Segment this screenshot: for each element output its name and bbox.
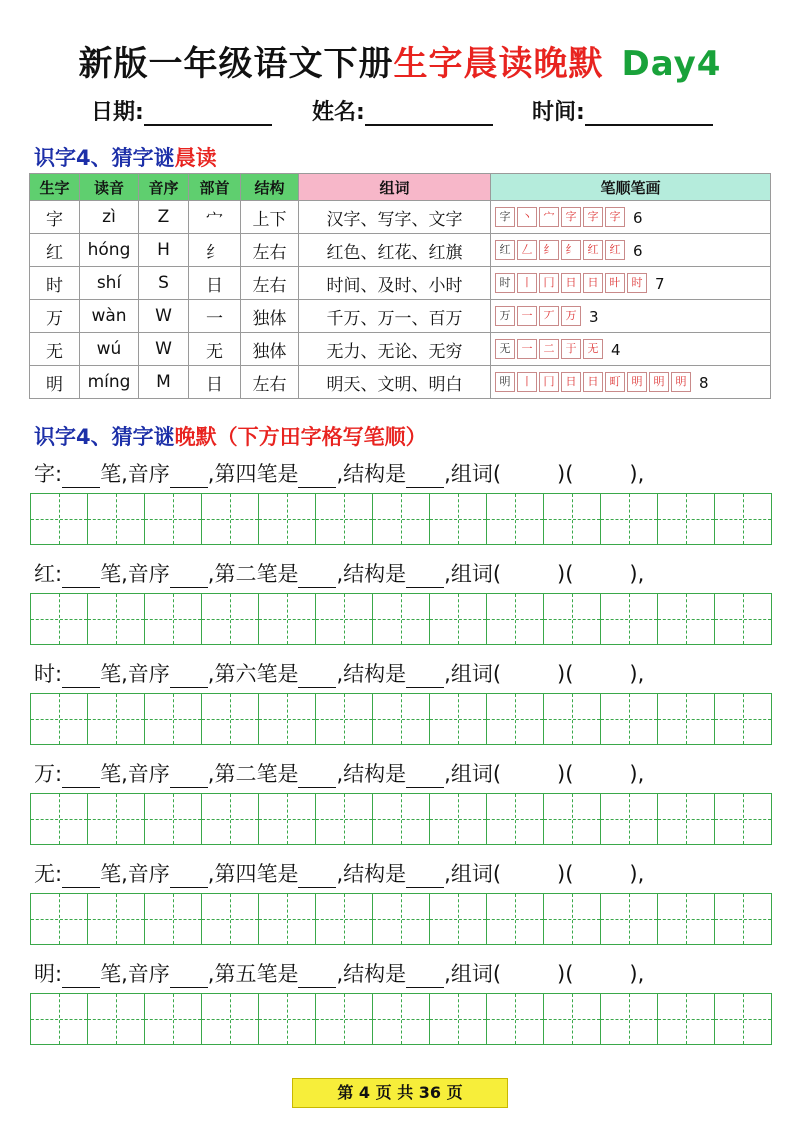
title-part1: 新版一年级语文下册 xyxy=(78,44,394,84)
label: , xyxy=(207,862,215,886)
title-part2: 生字晨读晚默 xyxy=(393,44,604,84)
tianzige-cell[interactable] xyxy=(88,594,145,644)
tianzige-cell[interactable] xyxy=(31,694,88,744)
pinyin-cell: hóng xyxy=(80,234,139,267)
tianzige-cell[interactable] xyxy=(487,794,544,844)
question-line xyxy=(34,758,644,788)
stroke-step: 字 xyxy=(605,207,625,227)
page-number: 第 4 页 共 36 页 xyxy=(292,1078,508,1108)
label: 笔, xyxy=(100,662,128,686)
tianzige-cell[interactable] xyxy=(202,694,259,744)
pinyin-cell: wú xyxy=(80,333,139,366)
header-cell: 组词 xyxy=(299,174,491,201)
stroke-count: 7 xyxy=(655,275,665,293)
letter-cell: M xyxy=(139,366,189,399)
words-cell: 红色、红花、红旗 xyxy=(299,234,491,267)
tianzige-cell[interactable] xyxy=(259,594,316,644)
tianzige-cell[interactable] xyxy=(373,694,430,744)
stroke-step: 丨 xyxy=(517,372,537,392)
tianzige-cell[interactable] xyxy=(430,994,487,1044)
structure-blank[interactable] xyxy=(406,769,444,788)
stroke-count-blank[interactable] xyxy=(62,669,100,688)
tianzige-cell[interactable] xyxy=(373,794,430,844)
label: , xyxy=(444,762,451,786)
stroke-order-cell xyxy=(491,267,771,300)
question-char: 时 xyxy=(34,662,55,686)
label: : xyxy=(55,762,63,786)
label: : xyxy=(55,462,63,486)
tianzige-cell[interactable] xyxy=(658,994,715,1044)
title-day: Day4 xyxy=(621,44,722,84)
stroke-step: 一 xyxy=(517,306,537,326)
stroke-step: 时 xyxy=(627,273,647,293)
label: 音序 xyxy=(127,962,170,986)
letter-cell: Z xyxy=(139,201,189,234)
label: 结构是 xyxy=(343,962,407,986)
label: 第二笔是 xyxy=(214,762,299,786)
stroke-step: 日 xyxy=(561,372,581,392)
tianzige-cell[interactable] xyxy=(715,694,771,744)
label: , xyxy=(336,962,344,986)
tianzige-cell[interactable] xyxy=(202,494,259,544)
label: 结构是 xyxy=(343,862,407,886)
table-row xyxy=(30,366,771,399)
char-cell: 无 xyxy=(30,333,80,366)
label: 笔, xyxy=(100,862,128,886)
structure-blank[interactable] xyxy=(406,869,444,888)
tianzige-grid[interactable] xyxy=(30,693,772,745)
structure-cell: 上下 xyxy=(241,201,299,234)
stroke-order-cell xyxy=(491,234,771,267)
tianzige-cell[interactable] xyxy=(202,994,259,1044)
tianzige-cell[interactable] xyxy=(715,894,771,944)
stroke-step: 丆 xyxy=(539,306,559,326)
label: 第五笔是 xyxy=(214,962,299,986)
tianzige-cell[interactable] xyxy=(145,594,202,644)
letter-blank[interactable] xyxy=(170,569,208,588)
label: 组词( xyxy=(450,962,502,986)
stroke-step: 字 xyxy=(495,207,515,227)
tianzige-cell[interactable] xyxy=(544,794,601,844)
tianzige-cell[interactable] xyxy=(715,794,771,844)
label: ), xyxy=(629,462,645,486)
label: , xyxy=(336,462,344,486)
structure-blank[interactable] xyxy=(406,969,444,988)
stroke-step: 一 xyxy=(517,339,537,359)
tianzige-cell[interactable] xyxy=(31,994,88,1044)
stroke-blank[interactable] xyxy=(298,769,336,788)
label: 音序 xyxy=(127,762,170,786)
label: , xyxy=(207,762,215,786)
structure-blank[interactable] xyxy=(406,569,444,588)
date-field[interactable]: 日期: xyxy=(91,95,272,126)
stroke-step: 明 xyxy=(649,372,669,392)
tianzige-cell[interactable] xyxy=(715,594,771,644)
stroke-step: 万 xyxy=(495,306,515,326)
stroke-step: 时 xyxy=(495,273,515,293)
label: , xyxy=(336,862,344,886)
structure-cell: 左右 xyxy=(241,234,299,267)
label: , xyxy=(444,662,451,686)
stroke-order-cell xyxy=(491,333,771,366)
radical-cell: 一 xyxy=(189,300,241,333)
stroke-blank[interactable] xyxy=(298,669,336,688)
table-row xyxy=(30,267,771,300)
tianzige-cell[interactable] xyxy=(487,494,544,544)
tianzige-cell[interactable] xyxy=(715,494,771,544)
stroke-count: 8 xyxy=(699,374,709,392)
page-title xyxy=(0,36,800,85)
question-line xyxy=(34,458,644,488)
label: : xyxy=(55,662,63,686)
tianzige-cell[interactable] xyxy=(658,594,715,644)
tianzige-cell[interactable] xyxy=(601,794,658,844)
tianzige-cell[interactable] xyxy=(544,494,601,544)
label: , xyxy=(444,562,451,586)
tianzige-cell[interactable] xyxy=(430,694,487,744)
letter-blank[interactable] xyxy=(170,869,208,888)
letter-blank[interactable] xyxy=(170,469,208,488)
tianzige-cell[interactable] xyxy=(259,894,316,944)
tianzige-cell[interactable] xyxy=(487,994,544,1044)
pinyin-cell: míng xyxy=(80,366,139,399)
pinyin-cell: wàn xyxy=(80,300,139,333)
stroke-step: 二 xyxy=(539,339,559,359)
label: )( xyxy=(557,962,574,986)
stroke-step: 町 xyxy=(605,372,625,392)
stroke-step: 旪 xyxy=(605,273,625,293)
label: 第四笔是 xyxy=(214,462,299,486)
label: ), xyxy=(629,962,645,986)
letter-cell: H xyxy=(139,234,189,267)
stroke-step: 丨 xyxy=(517,273,537,293)
stroke-step: 冂 xyxy=(539,273,559,293)
stroke-step: 明 xyxy=(627,372,647,392)
tianzige-cell[interactable] xyxy=(658,794,715,844)
radical-cell: 宀 xyxy=(189,201,241,234)
tianzige-cell[interactable] xyxy=(601,594,658,644)
structure-blank[interactable] xyxy=(406,469,444,488)
label: , xyxy=(207,662,215,686)
tianzige-cell[interactable] xyxy=(316,794,373,844)
structure-cell: 独体 xyxy=(241,300,299,333)
tianzige-cell[interactable] xyxy=(487,894,544,944)
section-heading-morning: 识字4、猜字谜晨读 xyxy=(34,146,217,170)
tianzige-cell[interactable] xyxy=(259,794,316,844)
stroke-count-blank[interactable] xyxy=(62,769,100,788)
label: , xyxy=(336,562,344,586)
question-line xyxy=(34,558,644,588)
tianzige-grid[interactable] xyxy=(30,593,772,645)
label: 音序 xyxy=(127,862,170,886)
tianzige-grid[interactable] xyxy=(30,493,772,545)
question-line xyxy=(34,958,644,988)
stroke-count: 6 xyxy=(633,242,643,260)
pinyin-cell: zì xyxy=(80,201,139,234)
tianzige-grid[interactable] xyxy=(30,993,772,1045)
tianzige-cell[interactable] xyxy=(373,594,430,644)
label: 结构是 xyxy=(343,562,407,586)
table-row xyxy=(30,300,771,333)
stroke-count: 4 xyxy=(611,341,621,359)
tianzige-cell[interactable] xyxy=(430,594,487,644)
tianzige-cell[interactable] xyxy=(430,494,487,544)
question-line xyxy=(34,658,644,688)
tianzige-cell[interactable] xyxy=(145,494,202,544)
label: 音序 xyxy=(127,662,170,686)
stroke-step: 于 xyxy=(561,339,581,359)
words-cell: 千万、万一、百万 xyxy=(299,300,491,333)
stroke-step: 红 xyxy=(583,240,603,260)
label: )( xyxy=(557,462,574,486)
tianzige-cell[interactable] xyxy=(430,794,487,844)
stroke-step: 𠃋 xyxy=(517,240,537,260)
question-char: 红 xyxy=(34,562,55,586)
tianzige-cell[interactable] xyxy=(145,694,202,744)
label: 第六笔是 xyxy=(214,662,299,686)
char-cell: 红 xyxy=(30,234,80,267)
header-cell: 读音 xyxy=(80,174,139,201)
question-char: 字 xyxy=(34,462,55,486)
tianzige-cell[interactable] xyxy=(145,794,202,844)
tianzige-cell[interactable] xyxy=(373,894,430,944)
stroke-step: 无 xyxy=(495,339,515,359)
stroke-step: 日 xyxy=(561,273,581,293)
question-char: 万 xyxy=(34,762,55,786)
tianzige-cell[interactable] xyxy=(202,794,259,844)
label: ), xyxy=(629,562,645,586)
label: , xyxy=(207,562,215,586)
letter-cell: S xyxy=(139,267,189,300)
character-table xyxy=(29,173,771,399)
tianzige-cell[interactable] xyxy=(31,594,88,644)
label: 结构是 xyxy=(343,762,407,786)
header-cell: 生字 xyxy=(30,174,80,201)
words-cell: 时间、及时、小时 xyxy=(299,267,491,300)
label: 音序 xyxy=(127,562,170,586)
char-cell: 时 xyxy=(30,267,80,300)
label: , xyxy=(336,662,344,686)
stroke-order-cell xyxy=(491,201,771,234)
pinyin-cell: shí xyxy=(80,267,139,300)
tianzige-cell[interactable] xyxy=(544,594,601,644)
tianzige-cell[interactable] xyxy=(259,994,316,1044)
structure-blank[interactable] xyxy=(406,669,444,688)
label: 第四笔是 xyxy=(214,862,299,886)
stroke-order-cell xyxy=(491,300,771,333)
tianzige-cell[interactable] xyxy=(316,694,373,744)
tianzige-cell[interactable] xyxy=(544,994,601,1044)
structure-cell: 左右 xyxy=(241,267,299,300)
label: )( xyxy=(557,662,574,686)
stroke-step: 丶 xyxy=(517,207,537,227)
tianzige-cell[interactable] xyxy=(487,594,544,644)
label: , xyxy=(444,962,451,986)
stroke-step: 宀 xyxy=(539,207,559,227)
letter-blank[interactable] xyxy=(170,969,208,988)
stroke-step: 日 xyxy=(583,372,603,392)
label: , xyxy=(444,862,451,886)
question-line xyxy=(34,858,644,888)
stroke-step: 字 xyxy=(561,207,581,227)
tianzige-cell[interactable] xyxy=(202,894,259,944)
tianzige-cell[interactable] xyxy=(601,894,658,944)
label: , xyxy=(336,762,344,786)
label: : xyxy=(55,962,63,986)
stroke-blank[interactable] xyxy=(298,969,336,988)
words-cell: 明天、文明、明白 xyxy=(299,366,491,399)
radical-cell: 日 xyxy=(189,366,241,399)
label: , xyxy=(207,462,215,486)
char-cell: 明 xyxy=(30,366,80,399)
tianzige-cell[interactable] xyxy=(88,694,145,744)
tianzige-cell[interactable] xyxy=(658,894,715,944)
stroke-step: 红 xyxy=(495,240,515,260)
stroke-count: 3 xyxy=(589,308,599,326)
table-header-row xyxy=(30,174,771,201)
stroke-step: 纟 xyxy=(539,240,559,260)
tianzige-cell[interactable] xyxy=(259,494,316,544)
tianzige-cell[interactable] xyxy=(601,694,658,744)
name-field[interactable]: 姓名: xyxy=(312,95,493,126)
tianzige-cell[interactable] xyxy=(202,594,259,644)
label: )( xyxy=(557,862,574,886)
structure-cell: 独体 xyxy=(241,333,299,366)
tianzige-cell[interactable] xyxy=(601,994,658,1044)
tianzige-cell[interactable] xyxy=(145,894,202,944)
label: 笔, xyxy=(100,962,128,986)
structure-cell: 左右 xyxy=(241,366,299,399)
stroke-count: 6 xyxy=(633,209,643,227)
label: )( xyxy=(557,562,574,586)
label: ), xyxy=(629,662,645,686)
words-cell: 汉字、写字、文字 xyxy=(299,201,491,234)
tianzige-cell[interactable] xyxy=(487,694,544,744)
label: 组词( xyxy=(450,662,502,686)
tianzige-cell[interactable] xyxy=(544,894,601,944)
label: 笔, xyxy=(100,762,128,786)
label: )( xyxy=(557,762,574,786)
question-char: 明 xyxy=(34,962,55,986)
time-field[interactable]: 时间: xyxy=(532,95,713,126)
section-heading-evening: 识字4、猜字谜晚默（下方田字格写笔顺） xyxy=(34,425,427,449)
label: ), xyxy=(629,862,645,886)
question-char: 无 xyxy=(34,862,55,886)
stroke-step: 无 xyxy=(583,339,603,359)
label: : xyxy=(55,562,63,586)
stroke-step: 日 xyxy=(583,273,603,293)
stroke-step: 冂 xyxy=(539,372,559,392)
label: , xyxy=(444,462,451,486)
table-row xyxy=(30,333,771,366)
stroke-count-blank[interactable] xyxy=(62,469,100,488)
tianzige-cell[interactable] xyxy=(316,494,373,544)
tianzige-cell[interactable] xyxy=(88,894,145,944)
tianzige-cell[interactable] xyxy=(373,494,430,544)
label: 结构是 xyxy=(343,662,407,686)
stroke-count-blank[interactable] xyxy=(62,969,100,988)
tianzige-cell[interactable] xyxy=(145,994,202,1044)
char-cell: 万 xyxy=(30,300,80,333)
stroke-step: 万 xyxy=(561,306,581,326)
tianzige-grid[interactable] xyxy=(30,893,772,945)
stroke-step: 红 xyxy=(605,240,625,260)
label: , xyxy=(207,962,215,986)
label: ), xyxy=(629,762,645,786)
tianzige-cell[interactable] xyxy=(658,494,715,544)
tianzige-cell[interactable] xyxy=(658,694,715,744)
tianzige-cell[interactable] xyxy=(373,994,430,1044)
tianzige-cell[interactable] xyxy=(31,794,88,844)
letter-blank[interactable] xyxy=(170,669,208,688)
label: 组词( xyxy=(450,562,502,586)
tianzige-cell[interactable] xyxy=(316,894,373,944)
tianzige-cell[interactable] xyxy=(430,894,487,944)
radical-cell: 纟 xyxy=(189,234,241,267)
table-row xyxy=(30,234,771,267)
stroke-blank[interactable] xyxy=(298,469,336,488)
tianzige-cell[interactable] xyxy=(316,594,373,644)
tianzige-cell[interactable] xyxy=(715,994,771,1044)
tianzige-cell[interactable] xyxy=(601,494,658,544)
label: 笔, xyxy=(100,462,128,486)
letter-blank[interactable] xyxy=(170,769,208,788)
stroke-count-blank[interactable] xyxy=(62,869,100,888)
stroke-step: 纟 xyxy=(561,240,581,260)
label: 音序 xyxy=(127,462,170,486)
stroke-step: 字 xyxy=(583,207,603,227)
tianzige-grid[interactable] xyxy=(30,793,772,845)
header-cell: 结构 xyxy=(241,174,299,201)
label: 组词( xyxy=(450,862,502,886)
table-row xyxy=(30,201,771,234)
label: 结构是 xyxy=(343,462,407,486)
radical-cell: 无 xyxy=(189,333,241,366)
label: 组词( xyxy=(450,762,502,786)
tianzige-cell[interactable] xyxy=(259,694,316,744)
radical-cell: 日 xyxy=(189,267,241,300)
tianzige-cell[interactable] xyxy=(31,494,88,544)
label: : xyxy=(55,862,63,886)
tianzige-cell[interactable] xyxy=(88,794,145,844)
label: 组词( xyxy=(450,462,502,486)
char-cell: 字 xyxy=(30,201,80,234)
tianzige-cell[interactable] xyxy=(316,994,373,1044)
label: 笔, xyxy=(100,562,128,586)
header-cell: 部首 xyxy=(189,174,241,201)
stroke-step: 明 xyxy=(671,372,691,392)
letter-cell: W xyxy=(139,333,189,366)
tianzige-cell[interactable] xyxy=(544,694,601,744)
stroke-blank[interactable] xyxy=(298,869,336,888)
tianzige-cell[interactable] xyxy=(88,994,145,1044)
tianzige-cell[interactable] xyxy=(31,894,88,944)
tianzige-cell[interactable] xyxy=(88,494,145,544)
header-cell: 音序 xyxy=(139,174,189,201)
stroke-count-blank[interactable] xyxy=(62,569,100,588)
label: 第二笔是 xyxy=(214,562,299,586)
words-cell: 无力、无论、无穷 xyxy=(299,333,491,366)
header-cell: 笔顺笔画 xyxy=(491,174,771,201)
stroke-blank[interactable] xyxy=(298,569,336,588)
stroke-order-cell xyxy=(491,366,771,399)
stroke-step: 明 xyxy=(495,372,515,392)
letter-cell: W xyxy=(139,300,189,333)
